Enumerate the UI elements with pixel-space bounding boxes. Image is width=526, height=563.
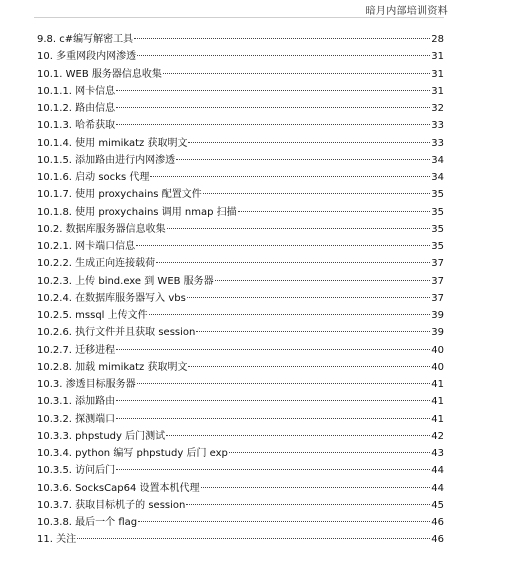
toc-entry-page-number: 41 — [431, 379, 444, 390]
toc-entry-title: 10.1.2. 路由信息 — [37, 103, 116, 114]
toc-dot-leader — [188, 366, 430, 367]
table-of-contents — [37, 31, 444, 549]
toc-entry[interactable] — [37, 324, 444, 341]
toc-entry-page-number: 45 — [431, 499, 444, 511]
toc-dot-leader — [77, 538, 430, 539]
toc-entry[interactable] — [37, 238, 444, 255]
toc-entry-page-number: 31 — [431, 68, 444, 80]
toc-entry-title: 10.1.6. 启动 socks 代理 — [37, 172, 150, 183]
toc-entry-page-number: 46 — [431, 517, 444, 528]
toc-entry-page-number: 40 — [431, 344, 444, 356]
toc-entry[interactable] — [37, 359, 444, 376]
toc-entry-page-number: 44 — [431, 482, 444, 494]
toc-entry-page-number: 33 — [431, 137, 444, 149]
toc-entry-title: 10.1.8. 使用 proxychains 调用 nmap 扫描 — [37, 206, 237, 218]
toc-entry-title: 10.3.4. python 编写 phpstudy 后门 exp — [37, 448, 228, 459]
toc-entry-page-number: 35 — [431, 206, 444, 218]
toc-dot-leader — [138, 521, 430, 522]
toc-entry-title: 10.1.4. 使用 mimikatz 获取明文 — [37, 137, 188, 149]
toc-entry[interactable] — [37, 255, 444, 272]
header-divider — [34, 17, 444, 18]
toc-entry-page-number: 39 — [431, 327, 444, 339]
toc-entry[interactable] — [37, 169, 444, 186]
toc-entry[interactable] — [37, 100, 444, 117]
toc-dot-leader — [150, 176, 430, 177]
toc-entry-page-number: 35 — [431, 241, 444, 252]
toc-entry-page-number: 35 — [431, 223, 444, 235]
toc-entry-page-number: 34 — [431, 154, 444, 166]
toc-dot-leader — [163, 73, 430, 74]
toc-entry-title: 10.1.3. 哈希获取 — [37, 120, 116, 132]
toc-entry-title: 10.3.7. 获取目标机子的 session — [37, 499, 186, 511]
toc-entry-title: 10.2.1. 网卡端口信息 — [37, 241, 136, 252]
toc-entry-page-number: 35 — [431, 189, 444, 201]
toc-entry-title: 10.3. 渗透目标服务器 — [37, 379, 136, 390]
toc-entry[interactable] — [37, 31, 444, 48]
toc-entry[interactable] — [37, 221, 444, 238]
toc-dot-leader — [201, 487, 431, 488]
toc-entry-title: 10.2. 数据库服务器信息收集 — [37, 223, 166, 235]
toc-entry-title: 10.2.5. mssql 上传文件 — [37, 310, 148, 321]
toc-entry[interactable] — [37, 66, 444, 83]
toc-entry[interactable] — [37, 273, 444, 290]
toc-dot-leader — [167, 228, 431, 229]
toc-entry[interactable] — [37, 117, 444, 134]
header-title: 暗月内部培训资料 — [365, 6, 448, 17]
toc-entry[interactable] — [37, 497, 444, 514]
toc-dot-leader — [116, 90, 430, 91]
toc-entry-page-number: 41 — [431, 396, 444, 408]
toc-entry-page-number: 37 — [431, 258, 444, 270]
toc-entry-title: 10.1.7. 使用 proxychains 配置文件 — [37, 189, 202, 201]
toc-dot-leader — [116, 124, 430, 125]
toc-entry[interactable] — [37, 480, 444, 497]
toc-entry-page-number: 31 — [431, 51, 444, 63]
toc-dot-leader — [166, 435, 430, 436]
toc-dot-leader — [134, 38, 430, 39]
toc-entry-title: 10.1.1. 网卡信息 — [37, 85, 116, 97]
toc-entry[interactable] — [37, 342, 444, 359]
toc-dot-leader — [116, 400, 430, 401]
toc-entry-title: 10.2.6. 执行文件并且获取 session — [37, 327, 196, 339]
toc-dot-leader — [203, 193, 431, 194]
toc-entry-title: 10.2.2. 生成正向连接载荷 — [37, 258, 156, 270]
toc-entry-page-number: 43 — [431, 448, 444, 459]
toc-entry[interactable] — [37, 135, 444, 152]
toc-entry[interactable] — [37, 186, 444, 203]
toc-entry-title: 10.3.2. 探测端口 — [37, 413, 116, 425]
toc-entry-page-number: 37 — [431, 275, 444, 287]
toc-dot-leader — [116, 418, 430, 419]
toc-entry-page-number: 44 — [431, 465, 444, 477]
toc-dot-leader — [156, 262, 430, 263]
toc-entry-page-number: 32 — [431, 103, 444, 114]
toc-dot-leader — [137, 383, 431, 384]
toc-entry-page-number: 28 — [431, 34, 444, 45]
toc-entry[interactable] — [37, 204, 444, 221]
toc-entry-title: 10.2.7. 迁移进程 — [37, 344, 116, 356]
toc-entry-page-number: 39 — [431, 310, 444, 321]
toc-entry-page-number: 37 — [431, 292, 444, 304]
toc-entry[interactable] — [37, 48, 444, 65]
toc-entry-page-number: 34 — [431, 172, 444, 183]
toc-entry-title: 10.3.3. phpstudy 后门测试 — [37, 430, 166, 442]
toc-dot-leader — [116, 469, 430, 470]
toc-dot-leader — [116, 349, 430, 350]
toc-entry[interactable] — [37, 531, 444, 548]
toc-entry-title: 9.8. c#编写解密工具 — [37, 34, 134, 45]
toc-entry-title: 10.3.8. 最后一个 flag — [37, 517, 138, 528]
toc-entry[interactable] — [37, 428, 444, 445]
toc-entry-title: 10.1.5. 添加路由进行内网渗透 — [37, 154, 176, 166]
toc-entry[interactable] — [37, 290, 444, 307]
toc-dot-leader — [136, 245, 430, 246]
toc-entry-title: 10.2.4. 在数据库服务器写入 vbs — [37, 292, 186, 304]
toc-entry-title: 11. 关注 — [37, 534, 77, 546]
toc-entry[interactable] — [37, 152, 444, 169]
toc-entry-title: 10.2.3. 上传 bind.exe 到 WEB 服务器 — [37, 275, 214, 287]
toc-dot-leader — [186, 504, 430, 505]
toc-dot-leader — [196, 331, 430, 332]
toc-entry[interactable] — [37, 462, 444, 479]
toc-entry[interactable] — [37, 514, 444, 531]
toc-entry-title: 10.2.8. 加载 mimikatz 获取明文 — [37, 361, 188, 373]
toc-entry-title: 10.3.6. SocksCap64 设置本机代理 — [37, 482, 200, 494]
toc-entry-title: 10.3.5. 访问后门 — [37, 465, 116, 477]
toc-entry-title: 10. 多重网段内网渗透 — [37, 51, 137, 63]
toc-dot-leader — [176, 159, 430, 160]
toc-entry[interactable] — [37, 445, 444, 462]
toc-dot-leader — [215, 280, 431, 281]
toc-entry[interactable] — [37, 307, 444, 324]
toc-entry-title: 10.3.1. 添加路由 — [37, 396, 116, 408]
toc-entry[interactable] — [37, 83, 444, 100]
toc-dot-leader — [229, 452, 430, 453]
toc-dot-leader — [137, 55, 430, 56]
toc-entry-page-number: 41 — [431, 413, 444, 425]
toc-dot-leader — [187, 297, 430, 298]
toc-dot-leader — [116, 107, 430, 108]
toc-entry-page-number: 31 — [431, 85, 444, 97]
toc-entry-title: 10.1. WEB 服务器信息收集 — [37, 68, 162, 80]
toc-dot-leader — [149, 314, 431, 315]
toc-entry-page-number: 42 — [431, 430, 444, 442]
toc-entry[interactable] — [37, 411, 444, 428]
toc-entry[interactable] — [37, 393, 444, 410]
toc-entry-page-number: 40 — [431, 361, 444, 373]
toc-entry-page-number: 46 — [431, 534, 444, 546]
toc-dot-leader — [188, 142, 430, 143]
toc-entry-page-number: 33 — [431, 120, 444, 132]
toc-entry[interactable] — [37, 376, 444, 393]
toc-dot-leader — [238, 211, 431, 212]
